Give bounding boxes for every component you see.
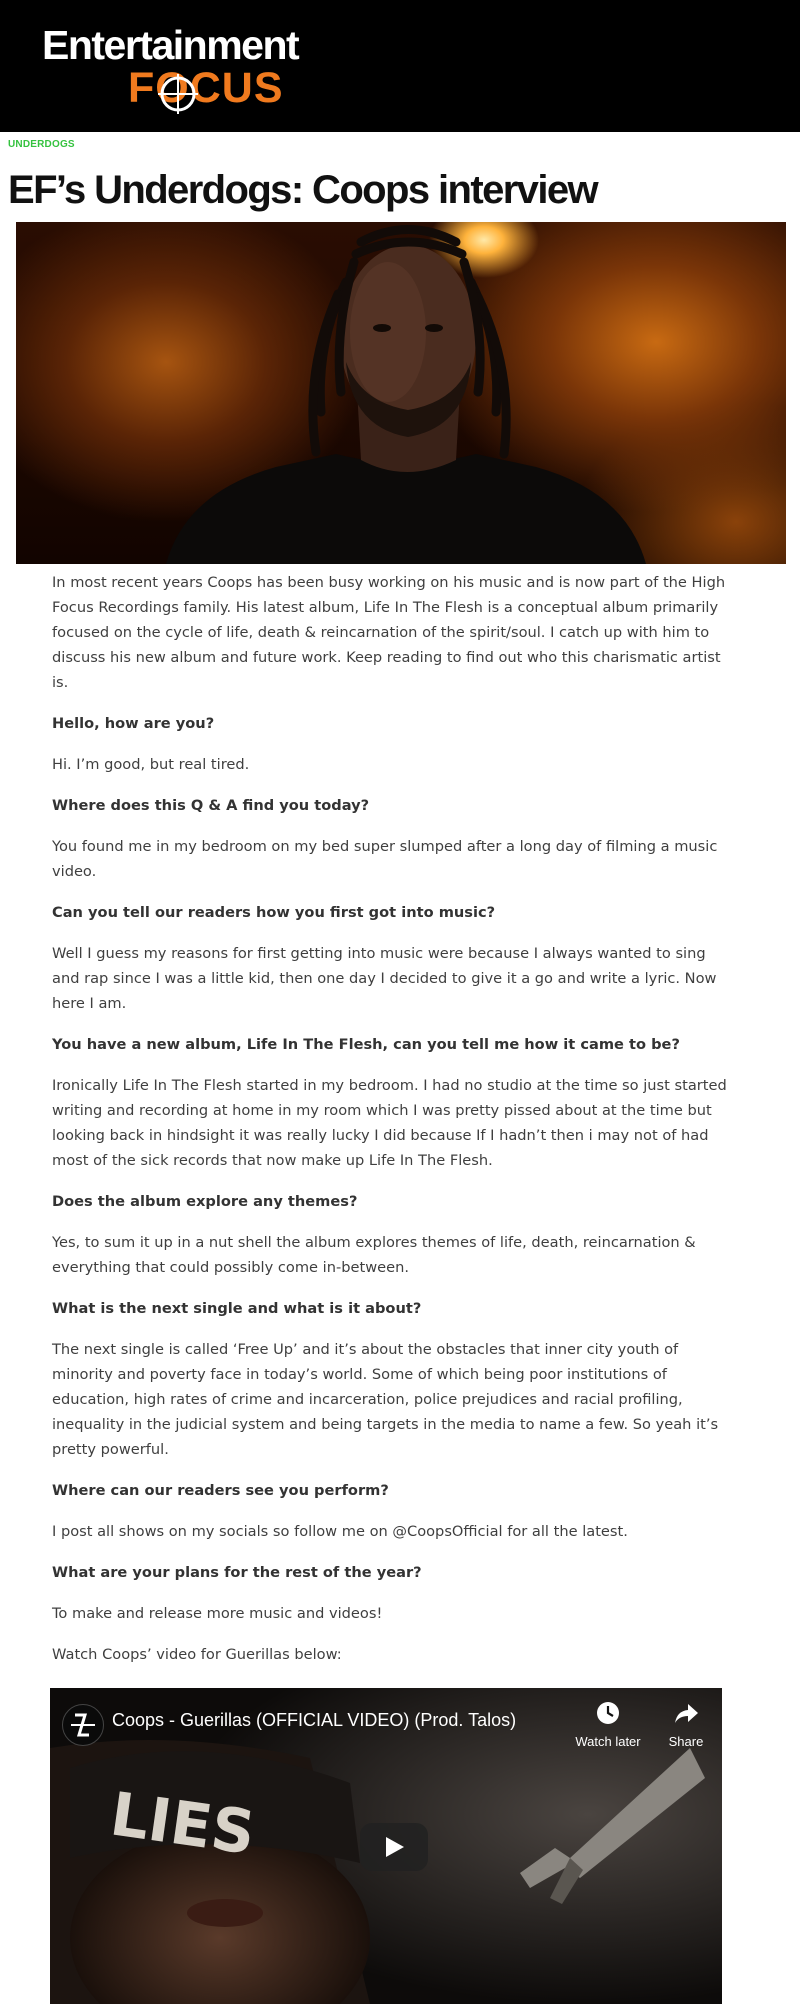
interview-answer: Well I guess my reasons for first getting into music were because I always wanted to sing and rap since I was a little kid, then one day I decided to give it a go and write a lyric. Now here I am. [52, 945, 717, 1012]
video-title[interactable]: Coops - Guerillas (OFFICIAL VIDEO) (Prod. Talos) [112, 1710, 517, 1730]
logo-text-focus: FOCUS [128, 64, 284, 112]
hero-image [16, 222, 786, 564]
interview-question: What are your plans for the rest of the year? [52, 1564, 422, 1581]
video-thumbnail-text: LIES [106, 1779, 260, 1869]
channel-avatar[interactable] [62, 1704, 104, 1746]
share-label: Share [668, 1734, 704, 1749]
watch-later-label: Watch later [575, 1734, 641, 1749]
interview-answer: You found me in my bedroom on my bed super slumped after a long day of filming a music video. [52, 838, 718, 880]
interview-question: Does the album explore any themes? [52, 1193, 358, 1210]
article-body [52, 570, 734, 1683]
hero-portrait-illustration [16, 222, 786, 564]
interview-answer: To make and release more music and videos! [52, 1605, 383, 1622]
share-arrow-icon [673, 1700, 699, 1726]
play-icon [384, 1837, 404, 1857]
share-button[interactable] [658, 1700, 714, 1752]
logo-text-entertainment: Entertainment [42, 22, 299, 68]
category-link[interactable]: UNDERDOGS [8, 139, 75, 150]
interview-question: Where can our readers see you perform? [52, 1482, 389, 1499]
interview-answer: Yes, to sum it up in a nut shell the album explores themes of life, death, reincarnation & everything that could possibly come in-between. [52, 1234, 696, 1276]
channel-logo-icon [63, 1705, 103, 1745]
interview-question: What is the next single and what is it about? [52, 1300, 422, 1317]
site-logo[interactable] [40, 20, 302, 112]
interview-answer: Hi. I’m good, but real tired. [52, 756, 250, 773]
video-intro-text: Watch Coops’ video for Guerillas below: [52, 1646, 342, 1663]
interview-answer: The next single is called ‘Free Up’ and it’s about the obstacles that inner city youth of minority and poverty face in today’s world. Some of which being poor institutions of education, high rates of crime and incarceration, police prejudices and racial profiling, inequality in the judicial system and being targets in the media to name a few. So yeah it’s pretty powerful. [52, 1341, 719, 1458]
clock-icon [595, 1700, 621, 1726]
interview-answer: I post all shows on my socials so follow me on @CoopsOfficial for all the latest. [52, 1523, 628, 1540]
play-button[interactable] [360, 1823, 428, 1871]
crosshair-icon [156, 72, 200, 116]
interview-question: Hello, how are you? [52, 715, 215, 732]
interview-question: You have a new album, Life In The Flesh, can you tell me how it came to be? [52, 1036, 680, 1053]
interview-question: Can you tell our readers how you first got into music? [52, 904, 496, 921]
interview-question: Where does this Q & A find you today? [52, 797, 370, 814]
watch-later-button[interactable] [568, 1700, 648, 1752]
interview-answer: Ironically Life In The Flesh started in my bedroom. I had no studio at the time so just started writing and recording at home in my room which I was pretty pissed about at the time but looking back in hindsight it was really lucky I did because If I hadn’t then i may not of had most of the sick records that now make up Life In The Flesh. [52, 1077, 727, 1169]
page-title: EF’s Underdogs: Coops interview [8, 168, 597, 212]
youtube-embed[interactable] [50, 1688, 722, 2004]
article-paragraph: In most recent years Coops has been busy working on his music and is now part of the High Focus Recordings family. His latest album, Life In The Flesh is a conceptual album primarily focused on the cycle of life, death & reincarnation of the spirit/soul. I catch up with him to discuss his new album and future work. Keep reading to find out who this charismatic artist is. [52, 574, 726, 691]
site-header [0, 0, 800, 132]
